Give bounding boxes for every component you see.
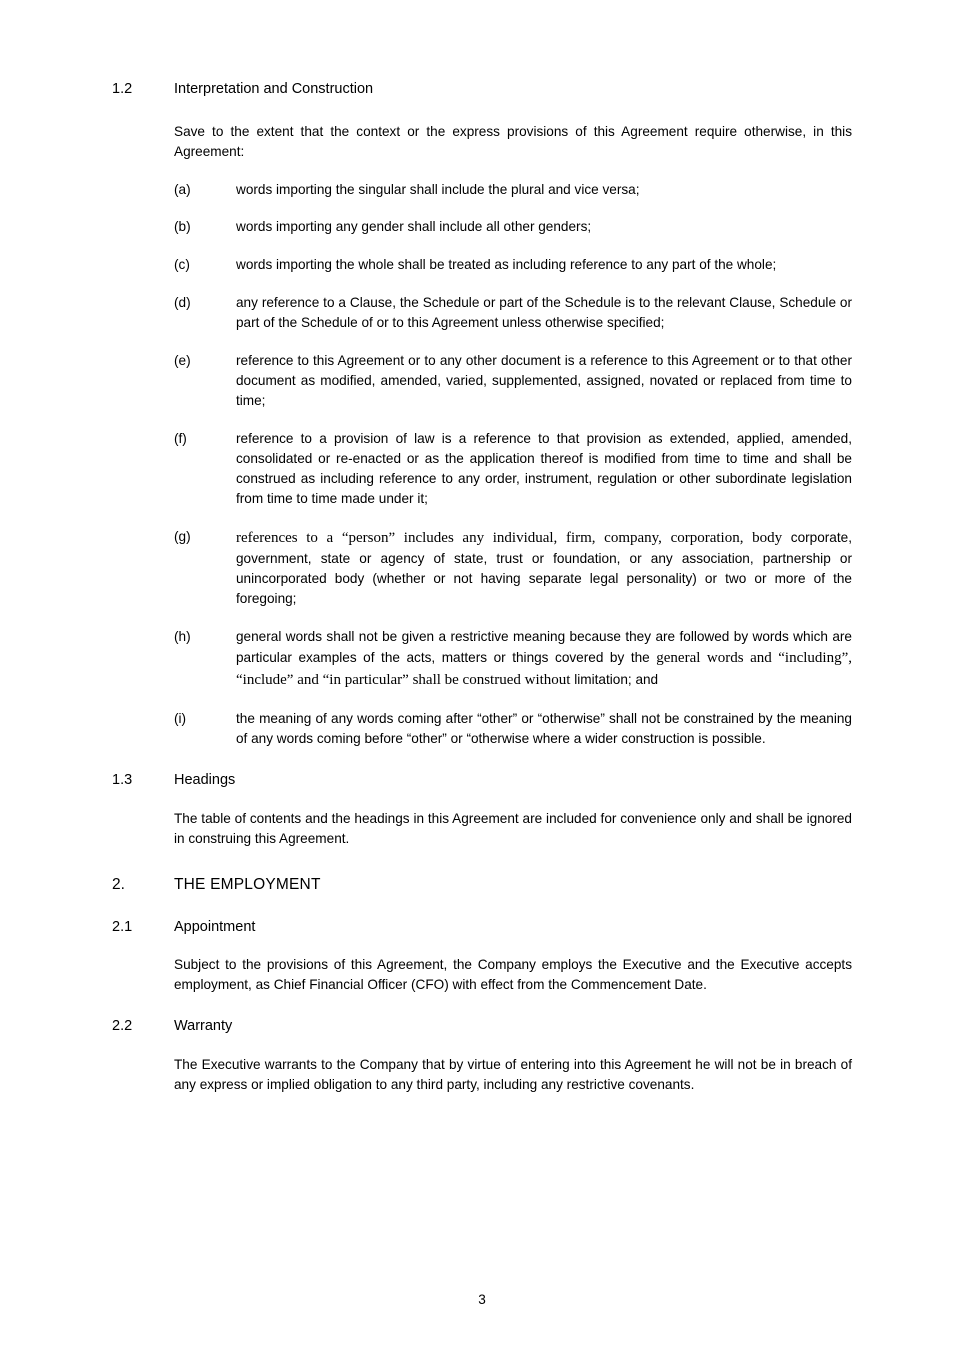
list-item xyxy=(174,217,852,237)
list-item-text-tail-run: limitation; and xyxy=(574,672,659,688)
section-heading-2 xyxy=(112,875,852,896)
list-item-text: words importing any gender shall include all other genders; xyxy=(236,219,592,235)
list-item xyxy=(174,709,852,749)
spacer xyxy=(112,411,852,429)
clause-2-2-text: The Executive warrants to the Company that by virtue of entering into this Agreement he will not be in breach of any express or implied obligation to any third party, including any restrictive covenants. xyxy=(174,1056,852,1092)
list-item-letter: (h) xyxy=(174,629,191,645)
clause-number: 1.3 xyxy=(112,772,133,789)
clause-1-3-text: The table of contents and the headings in this Agreement are included for convenience only and shall be ignored in construing this Agreement. xyxy=(174,810,852,846)
spacer xyxy=(112,791,852,809)
spacer xyxy=(112,199,852,217)
list-item xyxy=(174,527,852,609)
section-title: THE EMPLOYMENT xyxy=(174,875,321,893)
list-item xyxy=(174,429,852,509)
spacer xyxy=(112,237,852,255)
clause-title: Interpretation and Construction xyxy=(174,81,374,97)
list-item-text: reference to this Agreement or to any other document is a reference to this Agreement or to that other document as modified, amended, varied, supplemented, assigned, novated or replaced from time to time; xyxy=(236,353,852,409)
spacer xyxy=(112,275,852,293)
spacer xyxy=(112,1037,852,1055)
spacer xyxy=(112,333,852,351)
clause-heading-2-1 xyxy=(112,918,852,938)
list-item xyxy=(174,293,852,333)
list-item-letter: (g) xyxy=(174,529,191,545)
clause-1-2-intro: Save to the extent that the context or the express provisions of this Agreement require otherwise, in this Agreement: xyxy=(174,123,852,159)
spacer xyxy=(112,100,852,122)
spacer xyxy=(112,609,852,627)
list-item xyxy=(174,627,852,691)
list-item xyxy=(174,255,852,275)
clause-title: Warranty xyxy=(174,1018,233,1034)
list-item-text: words importing the whole shall be treated as including reference to any part of the whole; xyxy=(236,257,777,273)
clause-heading-1-2 xyxy=(112,80,852,100)
spacer xyxy=(112,937,852,955)
spacer xyxy=(112,849,852,875)
spacer xyxy=(112,749,852,771)
clause-number: 1.2 xyxy=(112,81,133,97)
list-item-letter: (b) xyxy=(174,219,191,235)
clause-heading-1-3 xyxy=(112,771,852,791)
list-item-text: words importing the singular shall include the plural and vice versa; xyxy=(236,181,640,197)
list-item-text-serif-run: references to a “person” includes any individual, firm, company, corporation, body xyxy=(236,530,783,547)
clause-heading-2-2 xyxy=(112,1017,852,1037)
section-number: 2. xyxy=(112,875,125,893)
list-item-text-sans-run: corporate, government, state or agency of state, trust or foundation, or any association, partnership or unincorporated body (whether or not having separate legal personality) or two or more of the foregoing; xyxy=(236,530,852,607)
spacer xyxy=(112,162,852,180)
clause-2-1-text: Subject to the provisions of this Agreement, the Company employs the Executive and the Executive accepts employment, as Chief Financial Officer (CFO) with effect from the Commencement Date. xyxy=(174,957,852,993)
list-item-text xyxy=(236,527,852,609)
clause-number: 2.2 xyxy=(112,1018,133,1034)
list-item-letter: (a) xyxy=(174,181,191,197)
list-item-letter: (c) xyxy=(174,257,190,273)
list-item-letter: (e) xyxy=(174,353,191,369)
list-item-text-sans-run: general words shall not be given a restrictive meaning because they are followed by words which are particular examples of the acts, matters or things covered by the xyxy=(236,629,852,666)
spacer xyxy=(112,509,852,527)
list-item-letter: (i) xyxy=(174,711,187,727)
list-item xyxy=(174,180,852,200)
list-item-text xyxy=(236,627,852,691)
spacer xyxy=(112,995,852,1017)
spacer xyxy=(112,691,852,709)
page-number: 3 xyxy=(478,1292,486,1307)
list-item-letter: (d) xyxy=(174,295,191,311)
list-item-text: the meaning of any words coming after “other” or “otherwise” shall not be constrained by the meaning of any words coming before “other” or “otherwise where a wider construction is possible. xyxy=(236,711,852,747)
spacer xyxy=(112,896,852,918)
list-item-text: any reference to a Clause, the Schedule or part of the Schedule is to the relevant Clause, Schedule or part of the Schedule of or to this Agreement unless otherwise specified; xyxy=(236,295,852,331)
list-item xyxy=(174,351,852,411)
list-item-letter: (f) xyxy=(174,431,187,447)
list-item-text-serif-run: general words and “including”, “include” and “in particular” shall be construed without xyxy=(236,650,852,689)
clause-number: 2.1 xyxy=(112,918,133,935)
list-item-text: reference to a provision of law is a reference to that provision as extended, applied, amended, consolidated or re-enacted or as the application thereof is modified from time to time and shall be construed as including reference to any order, instrument, regulation or other subordinate legislation from time to time made under it; xyxy=(236,431,852,507)
clause-title: Headings xyxy=(174,772,236,789)
clause-title: Appointment xyxy=(174,918,256,935)
